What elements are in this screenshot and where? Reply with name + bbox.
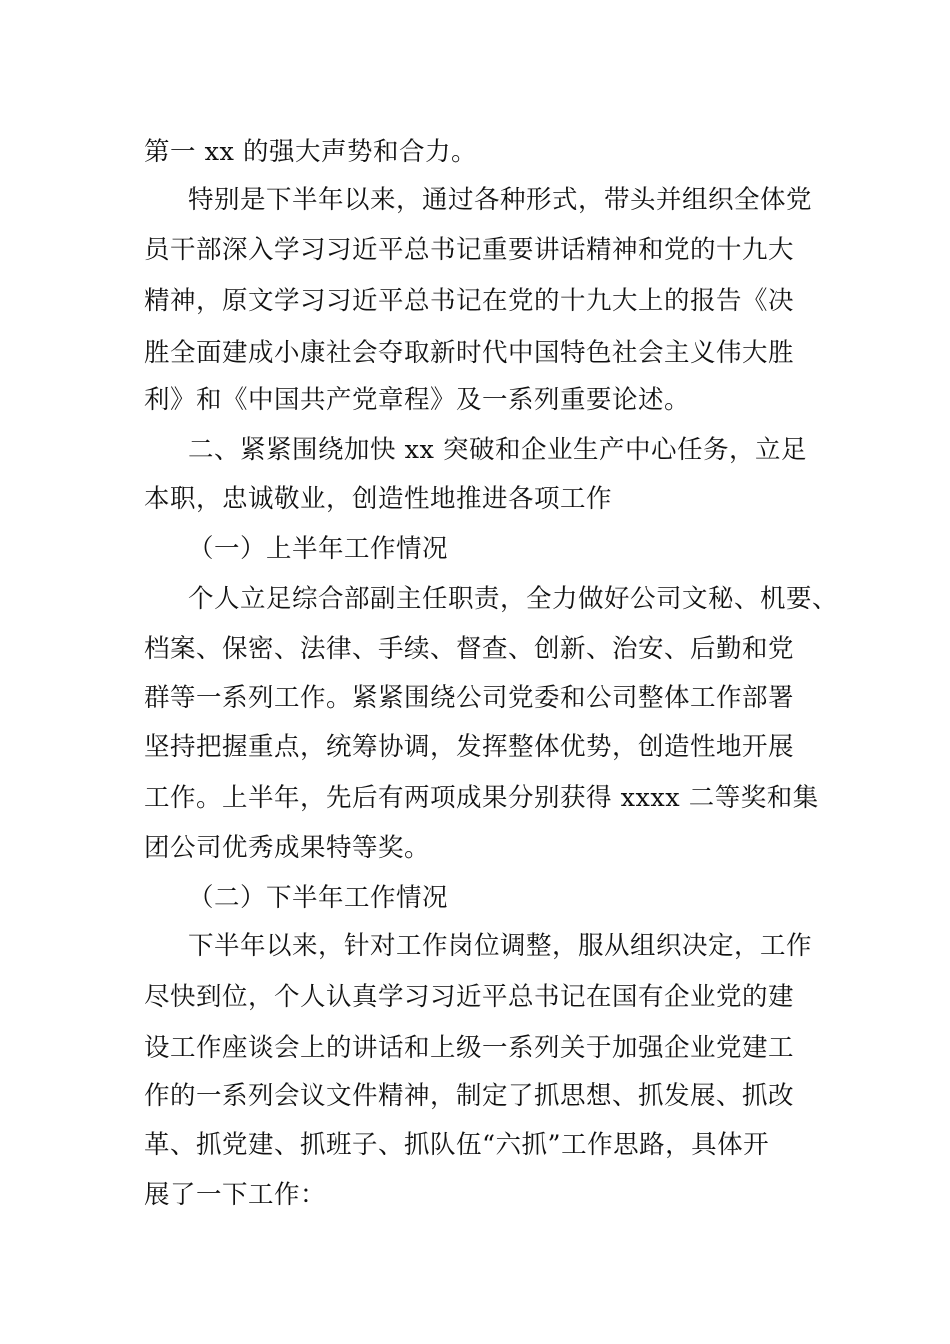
paragraph-line: 团公司优秀成果特等奖。 bbox=[144, 833, 431, 863]
paragraph-line: 个人立足综合部副主任职责，全力做好公司文秘、机要、 bbox=[188, 584, 839, 614]
paragraph-line: 作的一系列会议文件精神，制定了抓思想、抓发展、抓改 bbox=[144, 1081, 795, 1111]
paragraph-line: 第一 xx 的强大声势和合力。 bbox=[144, 137, 477, 167]
paragraph-line: 下半年以来，针对工作岗位调整，服从组织决定，工作 bbox=[188, 931, 813, 961]
section-heading-line: 本职，忠诚敬业，创造性地推进各项工作 bbox=[144, 484, 613, 514]
paragraph-line: 群等一系列工作。紧紧围绕公司党委和公司整体工作部署 bbox=[144, 683, 795, 713]
paragraph-line: 特别是下半年以来，通过各种形式，带头并组织全体党 bbox=[188, 185, 813, 215]
section-heading-line: 二、紧紧围绕加快 xx 突破和企业生产中心任务，立足 bbox=[188, 435, 807, 465]
paragraph-line: 员干部深入学习习近平总书记重要讲话精神和党的十九大 bbox=[144, 235, 795, 265]
subsection-heading: （二）下半年工作情况 bbox=[188, 883, 449, 913]
paragraph-line: 坚持把握重点，统筹协调，发挥整体优势，创造性地开展 bbox=[144, 732, 795, 762]
paragraph-line: 工作。上半年，先后有两项成果分别获得 xxxx 二等奖和集 bbox=[144, 783, 819, 813]
paragraph-line: 精神，原文学习习近平总书记在党的十九大上的报告《决 bbox=[144, 286, 795, 316]
paragraph-line: 设工作座谈会上的讲话和上级一系列关于加强企业党建工 bbox=[144, 1033, 795, 1063]
paragraph-line: 革、抓党建、抓班子、抓队伍“六抓”工作思路，具体开 bbox=[144, 1130, 770, 1160]
subsection-heading: （一）上半年工作情况 bbox=[188, 534, 449, 564]
paragraph-line: 利》和《中国共产党章程》及一系列重要论述。 bbox=[144, 385, 691, 415]
paragraph-line: 尽快到位，个人认真学习习近平总书记在国有企业党的建 bbox=[144, 982, 795, 1012]
paragraph-line: 展了一下工作： bbox=[144, 1180, 327, 1210]
paragraph-line: 胜全面建成小康社会夺取新时代中国特色社会主义伟大胜 bbox=[144, 338, 795, 368]
paragraph-line: 档案、保密、法律、手续、督查、创新、治安、后勤和党 bbox=[144, 634, 795, 664]
